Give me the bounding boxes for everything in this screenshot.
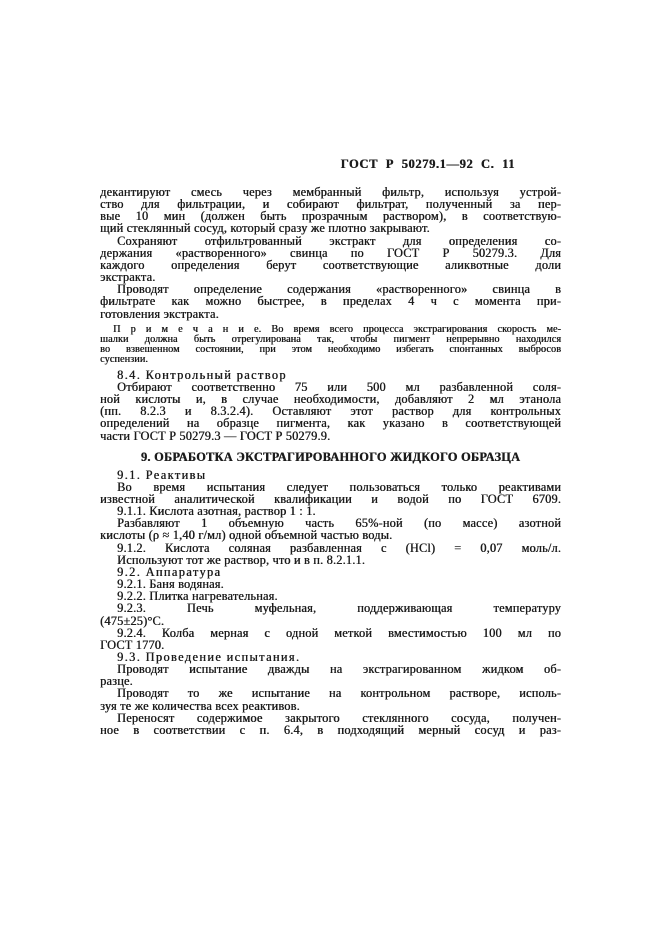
text-line: декантируют смесь через мембранный фильтр, используя устрой- (100, 185, 561, 199)
text-line: щий стеклянный сосуд, который сразу же плотно закрывают. (100, 221, 430, 236)
text-line: Сохраняют отфильтрованный экстракт для определения со- (117, 233, 561, 248)
text-column (100, 158, 561, 736)
text-line: 9.1.1. Кислота азотная, раствор 1 : 1. (117, 504, 316, 519)
note-line: суспензии. (100, 353, 148, 365)
text-line: вые 10 мин (должен быть прозрачным раствором), в соответствую- (100, 209, 561, 224)
text-line: (475±25)°С. (100, 613, 165, 628)
text-line: ство для фильтрации, и собирают фильтрат, полученный за пер- (100, 197, 561, 212)
paragraph (100, 469, 561, 736)
text-line: кислоты (ρ ≈ 1,40 г/мл) одной объемной частью воды. (100, 528, 393, 543)
text-line: готовления экстракта. (100, 306, 219, 321)
text-line: Проводят испытание дважды на экстрагированном жидком об- (117, 662, 561, 677)
text-line: Используют тот же раствор, что и в п. 8.2.1.1. (117, 552, 365, 567)
section-heading: 9. ОБРАБОТКА ЭКСТРАГИРОВАННОГО ЖИДКОГО ОБРАЗЦА (140, 449, 521, 464)
text-line: ное в соответствии с п. 6.4, в подходящий мерный сосуд и раз- (100, 722, 561, 737)
text-line: ной кислоты и, в случае необходимости, добавляют 2 мл этанола (100, 392, 561, 407)
paragraph (100, 186, 561, 235)
text-line: Проводят то же испытание на контрольном растворе, исполь- (117, 686, 561, 701)
text-line: 9.2.1. Баня водяная. (117, 577, 224, 592)
text-line: (пп. 8.2.3 и 8.3.2.4). Оставляют этот раствор для контрольных (100, 404, 561, 419)
text-line: каждого определения берут соответствующие аликвотные доли (100, 257, 561, 272)
note-line: П р и м е ч а н и е. Во время всего процесса экстрагирования скорость ме- (113, 323, 561, 335)
text-line: части ГОСТ Р 50279.3 — ГОСТ Р 50279.9. (100, 428, 331, 443)
text-line: экстракта. (100, 270, 156, 285)
note-line: шалки должна быть отрегулирована так, чтобы пигмент непрерывно находился (100, 333, 561, 345)
text-line: известной аналитической квалификации и водой по ГОСТ 6709. (100, 491, 561, 506)
text-line: 8.4. Контрольный раствор (117, 367, 287, 382)
text-line: разце. (100, 674, 133, 689)
text-line: 9.1.2. Кислота соляная разбавленная с (HCl) = 0,07 моль/л. (117, 540, 561, 555)
text-line: 9.2.3. Печь муфельная, поддерживающая температуру (117, 601, 561, 616)
running-header: ГОСТ Р 50279.1—92 С. 11 (340, 157, 515, 171)
text-line: Проводят определение содержания «растворенного» свинца в (117, 282, 561, 297)
text-line: фильтрате как можно быстрее, в пределах 4 ч с момента при- (100, 294, 561, 309)
paragraph (100, 381, 561, 442)
text-line: 9.2.4. Колба мерная с одной меткой вместимостью 100 мл по (117, 625, 561, 640)
paragraph (100, 283, 561, 319)
text-line: Разбавляют 1 объемную часть 65%-ной (по массе) азотной (117, 516, 561, 531)
text-line: Отбирают соответственно 75 или 500 мл разбавленной соля- (117, 379, 561, 394)
text-line: зуя те же количества всех реактивов. (100, 698, 300, 713)
text-line: Переносят содержимое закрытого стеклянного сосуда, получен- (117, 710, 561, 725)
document-body (100, 186, 561, 736)
text-line: 9.2.2. Плитка нагревательная. (117, 589, 278, 604)
paragraph (100, 235, 561, 284)
text-line: определений на образце пигмента, как указано в соответствующей (100, 416, 561, 431)
text-line: 9.2. Аппаратура (117, 564, 222, 579)
text-line: 9.3. Проведение испытания. (117, 650, 301, 664)
note-block (100, 325, 561, 365)
note-line: во взвешенном состоянии, при этом необходимо избегать спонтанных выбросов (100, 343, 561, 355)
text-line: держания «растворенного» свинца по ГОСТ Р 50279.3. Для (100, 245, 561, 260)
text-line: ГОСТ 1770. (100, 637, 165, 652)
text-line: 9.1. Реактивы (117, 467, 207, 482)
text-line: Во время испытания следует пользоваться только реактивами (117, 479, 561, 494)
